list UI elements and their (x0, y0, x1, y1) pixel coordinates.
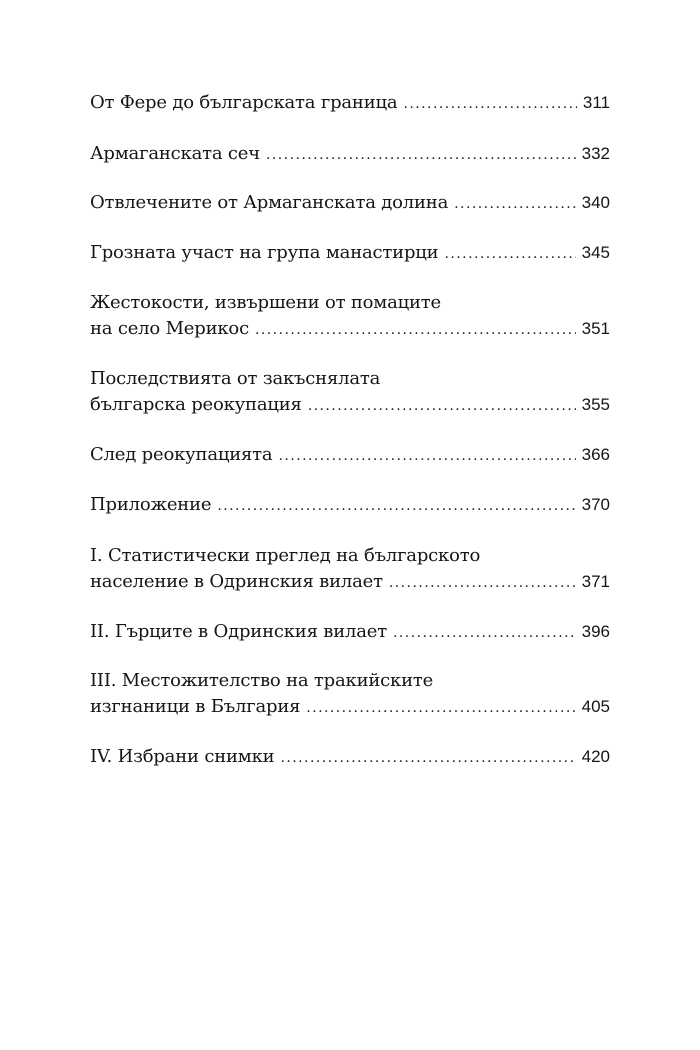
toc-entry-line (90, 442, 610, 469)
toc-entry-line (90, 190, 610, 217)
dot-leader (393, 620, 576, 646)
toc-entry-line (90, 569, 610, 596)
toc-entry-title: След реокупацията (90, 444, 273, 465)
toc-entry-page: 351 (581, 319, 610, 338)
toc-entry-title-line1: Жестокости, извършени от помаците (90, 292, 442, 313)
toc-entry-title: Грозната участ на група манастирци (90, 242, 439, 263)
toc-entry[interactable] (90, 619, 610, 646)
toc-entry-title: българска реокупация (90, 394, 302, 415)
dot-leader (306, 695, 575, 721)
toc-entry[interactable] (90, 190, 610, 217)
toc-entry-page: 396 (581, 622, 610, 641)
toc-entry-line (90, 141, 610, 168)
toc-entry-title-line1: III. Местожителство на тракийските (90, 670, 434, 691)
toc-entry-line (90, 90, 610, 117)
toc-entry[interactable] (90, 366, 610, 419)
toc-entry-page: 371 (581, 572, 610, 591)
toc-entry-title: IV. Избрани снимки (90, 746, 275, 767)
dot-leader (444, 241, 575, 267)
dot-leader (454, 191, 575, 217)
toc-entry[interactable] (90, 543, 610, 596)
toc-entry[interactable] (90, 492, 610, 519)
toc-entry-page: 366 (581, 445, 610, 464)
toc-entry[interactable] (90, 442, 610, 469)
toc-entry-line (90, 619, 610, 646)
toc-entry-line (90, 694, 610, 721)
toc-entry-page: 340 (581, 193, 610, 212)
dot-leader (308, 393, 576, 419)
toc-entry-page: 332 (581, 144, 610, 163)
toc-entry-title: От Фере до българската граница (90, 92, 398, 113)
toc-entry-page: 355 (581, 395, 610, 414)
toc-entry-page: 370 (581, 495, 610, 514)
toc-entry-line (90, 744, 610, 771)
dot-leader (389, 570, 576, 596)
toc-entry-title: Приложение (90, 494, 212, 515)
dot-leader (266, 142, 576, 168)
toc-entry-line (90, 240, 610, 267)
toc-entry[interactable] (90, 240, 610, 267)
toc-entry-line (90, 316, 610, 343)
toc-entry-title: Отвлечените от Армаганската долина (90, 192, 449, 213)
toc-entry[interactable] (90, 141, 610, 168)
dot-leader (255, 317, 576, 343)
toc-entry-page: 405 (581, 697, 610, 716)
toc-entry[interactable] (90, 668, 610, 721)
dot-leader (217, 493, 575, 519)
toc-entry-page: 420 (581, 747, 610, 766)
toc-entry-title: II. Гърците в Одринския вилает (90, 621, 387, 642)
toc-entry-title-line1: I. Статистически преглед на българското (90, 545, 481, 566)
dot-leader (280, 745, 575, 771)
toc-entry[interactable] (90, 290, 610, 343)
toc-entry-line (90, 392, 610, 419)
toc-entry[interactable] (90, 744, 610, 771)
toc-entry-title: на село Мерикос (90, 318, 249, 339)
dot-leader (278, 443, 575, 469)
toc-entry[interactable] (90, 90, 610, 117)
toc-entry-title: население в Одринския вилает (90, 571, 383, 592)
toc-entry-title: Армаганската сеч (90, 143, 260, 164)
toc-entry-title: изгнаници в България (90, 696, 301, 717)
toc-entry-line (90, 492, 610, 519)
toc-entry-page: 311 (582, 93, 610, 112)
toc-entry-page: 345 (581, 243, 610, 262)
dot-leader (403, 91, 576, 117)
toc-entry-title-line1: Последствията от закъснялата (90, 368, 381, 389)
